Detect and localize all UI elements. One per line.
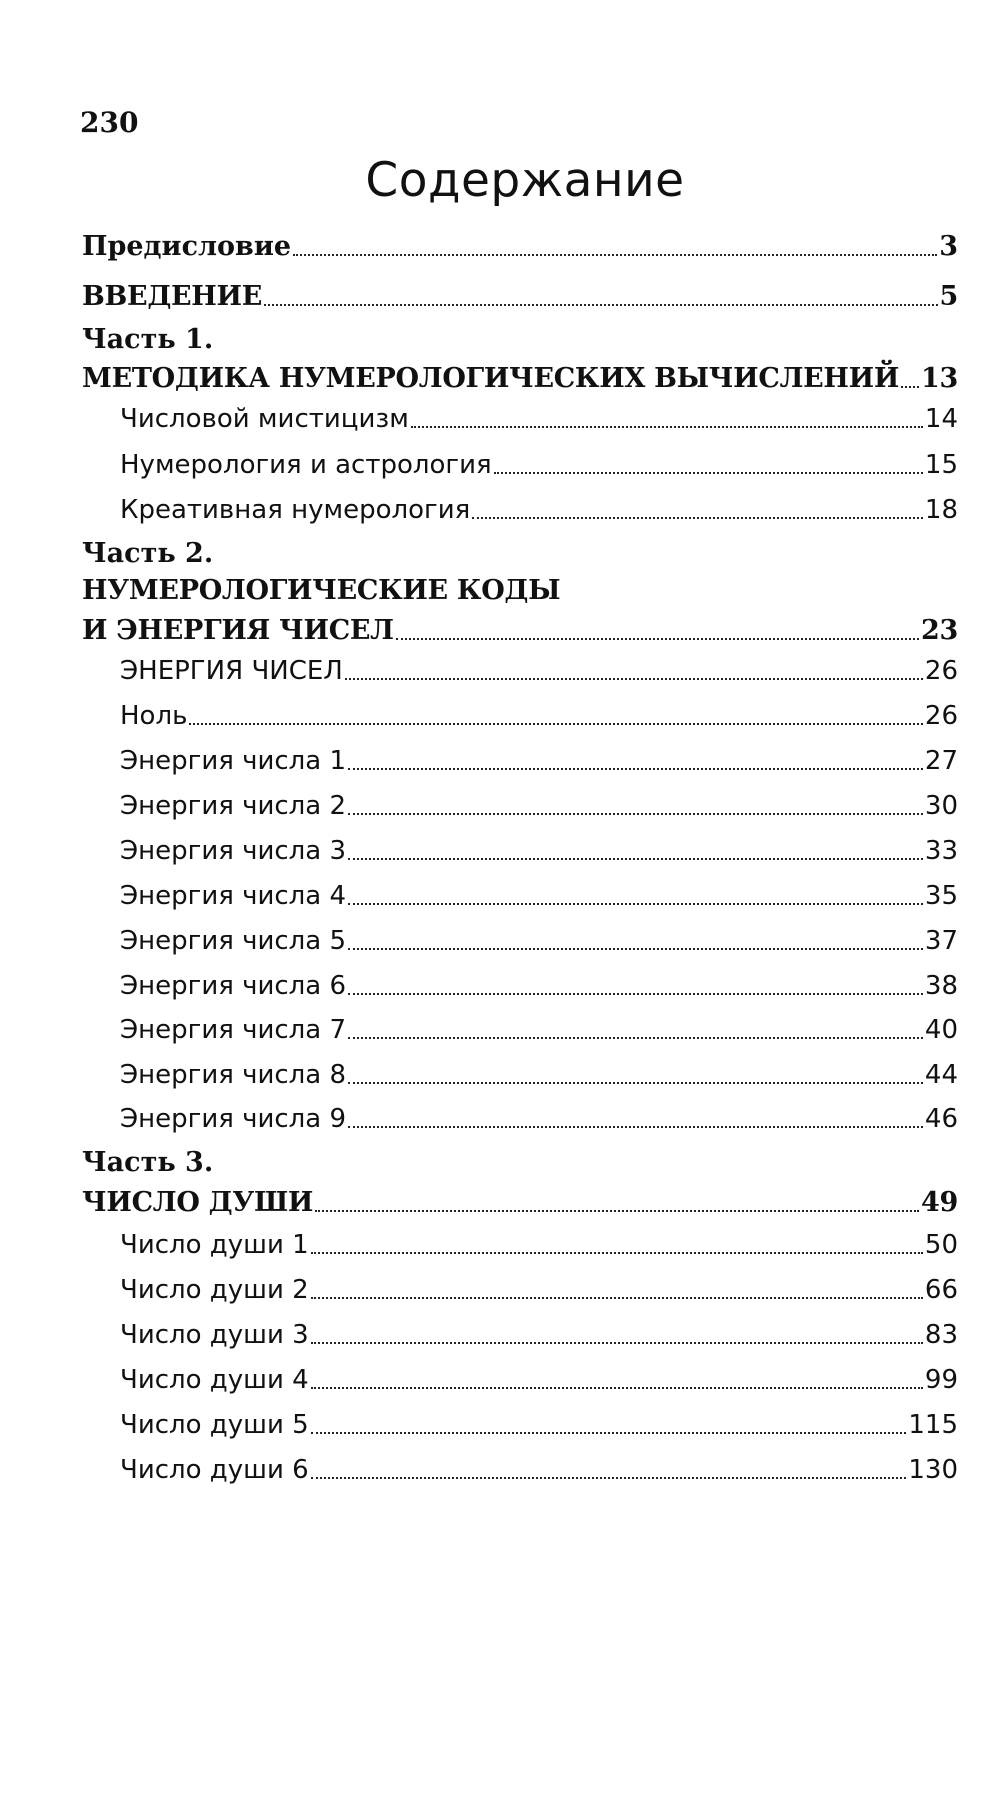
toc-entry[interactable] — [120, 1363, 958, 1397]
leader-dots — [293, 253, 937, 256]
toc-entry-label: Энергия числа 2 — [120, 791, 347, 821]
leader-dots — [348, 902, 923, 905]
leader-dots — [472, 516, 923, 519]
toc-entry-label: ЧИСЛО ДУШИ — [82, 1187, 314, 1218]
toc-entry-page: 50 — [924, 1230, 958, 1260]
toc-entry-page: 27 — [924, 746, 958, 776]
toc-entry-page: 40 — [924, 1015, 958, 1045]
toc-entry-page: 26 — [924, 656, 958, 686]
toc-entry[interactable] — [120, 402, 958, 436]
toc-entry[interactable] — [120, 924, 958, 958]
toc-entry-page: 13 — [921, 363, 958, 394]
toc-entry-label: Энергия числа 1 — [120, 746, 347, 776]
toc-entry-label: Энергия числа 3 — [120, 836, 347, 866]
toc-entry-page: 38 — [924, 971, 958, 1001]
toc-entry-page: 26 — [924, 701, 958, 731]
leader-dots — [345, 677, 923, 680]
toc-entry-label: Энергия числа 7 — [120, 1015, 347, 1045]
part-heading: Часть 3. — [82, 1147, 214, 1178]
toc-entry[interactable] — [120, 1408, 958, 1442]
leader-dots — [311, 1296, 923, 1299]
toc-entry[interactable] — [120, 1228, 958, 1262]
leader-dots — [264, 303, 937, 306]
toc-entry-intro[interactable] — [82, 280, 958, 314]
toc-entry-label: МЕТОДИКА НУМЕРОЛОГИЧЕСКИХ ВЫЧИСЛЕНИЙ — [82, 363, 900, 394]
toc-entry-part-title[interactable] — [82, 614, 958, 648]
toc-entry-label: Ноль — [120, 701, 188, 731]
toc-entry-page: 35 — [924, 881, 958, 911]
leader-dots — [315, 1209, 919, 1212]
toc-entry-page: 99 — [924, 1365, 958, 1395]
leader-dots — [311, 1431, 907, 1434]
leader-dots — [396, 637, 919, 640]
toc-entry-page: 14 — [924, 404, 958, 434]
leader-dots — [311, 1341, 923, 1344]
toc-entry-page: 46 — [924, 1104, 958, 1134]
leader-dots — [901, 385, 919, 388]
toc-entry-label: Нумерология и астрология — [120, 450, 492, 480]
toc-entry-label: Число души 5 — [120, 1410, 309, 1440]
toc-entry[interactable] — [120, 789, 958, 823]
page-title: Содержание — [365, 153, 685, 208]
toc-entry[interactable] — [120, 1013, 958, 1047]
leader-dots — [348, 812, 923, 815]
toc-entry[interactable] — [120, 834, 958, 868]
toc-entry-page: 5 — [939, 281, 958, 312]
leader-dots — [348, 1081, 923, 1084]
toc-entry-page: 115 — [908, 1410, 958, 1440]
toc-entry-page: 23 — [921, 615, 958, 646]
toc-entry-label: Числовой мистицизм — [120, 404, 409, 434]
toc-entry[interactable] — [120, 1453, 958, 1487]
toc-entry-label: Креативная нумерология — [120, 495, 471, 525]
toc-entry-label: Число души 6 — [120, 1455, 309, 1485]
toc-entry[interactable] — [120, 493, 958, 527]
toc-entry-label: Энергия числа 6 — [120, 971, 347, 1001]
toc-entry-label: Энергия числа 8 — [120, 1060, 347, 1090]
toc-entry-page: 30 — [924, 791, 958, 821]
toc-entry-page: 33 — [924, 836, 958, 866]
leader-dots — [348, 1125, 923, 1128]
toc-entry-part-title[interactable] — [82, 1186, 958, 1220]
toc-entry[interactable] — [120, 879, 958, 913]
toc-entry-label: Число души 1 — [120, 1230, 309, 1260]
leader-dots — [494, 471, 923, 474]
toc-entry-label: Число души 2 — [120, 1275, 309, 1305]
toc-entry[interactable] — [120, 699, 958, 733]
toc-entry[interactable] — [120, 969, 958, 1003]
toc-entry[interactable] — [120, 654, 958, 688]
toc-entry[interactable] — [120, 744, 958, 778]
toc-entry-label: ЭНЕРГИЯ ЧИСЕЛ — [120, 656, 343, 686]
page-number: 230 — [80, 106, 139, 139]
toc-entry-label: Число души 4 — [120, 1365, 309, 1395]
toc-entry-label: Число души 3 — [120, 1320, 309, 1350]
toc-entry-label: Энергия числа 9 — [120, 1104, 347, 1134]
toc-entry-page: 66 — [924, 1275, 958, 1305]
toc-entry[interactable] — [120, 1058, 958, 1092]
toc-entry-label: Энергия числа 5 — [120, 926, 347, 956]
toc-entry-page: 49 — [921, 1187, 958, 1218]
toc-entry-page: 44 — [924, 1060, 958, 1090]
toc-entry-label: И ЭНЕРГИЯ ЧИСЕЛ — [82, 615, 394, 646]
toc-entry-page: 37 — [924, 926, 958, 956]
part-title-line: НУМЕРОЛОГИЧЕСКИЕ КОДЫ — [82, 575, 561, 606]
toc-entry[interactable] — [120, 448, 958, 482]
leader-dots — [348, 857, 923, 860]
toc-entry-preface[interactable] — [82, 230, 958, 264]
toc-entry-label: Предисловие — [82, 231, 292, 262]
toc-entry-page: 130 — [908, 1455, 958, 1485]
toc-entry[interactable] — [120, 1102, 958, 1136]
toc-entry[interactable] — [120, 1318, 958, 1352]
leader-dots — [311, 1386, 923, 1389]
leader-dots — [311, 1251, 923, 1254]
leader-dots — [348, 767, 923, 770]
toc-entry-part-title[interactable] — [82, 362, 958, 396]
leader-dots — [348, 1036, 923, 1039]
toc-entry[interactable] — [120, 1273, 958, 1307]
toc-entry-page: 18 — [924, 495, 958, 525]
toc-entry-label: ВВЕДЕНИЕ — [82, 281, 263, 312]
part-heading: Часть 2. — [82, 538, 214, 569]
toc-entry-label: Энергия числа 4 — [120, 881, 347, 911]
leader-dots — [348, 992, 923, 995]
toc-entry-page: 3 — [939, 231, 958, 262]
leader-dots — [411, 425, 923, 428]
toc-entry-page: 83 — [924, 1320, 958, 1350]
leader-dots — [189, 722, 923, 725]
toc-entry-page: 15 — [924, 450, 958, 480]
leader-dots — [311, 1476, 907, 1479]
part-heading: Часть 1. — [82, 324, 214, 355]
leader-dots — [348, 947, 923, 950]
